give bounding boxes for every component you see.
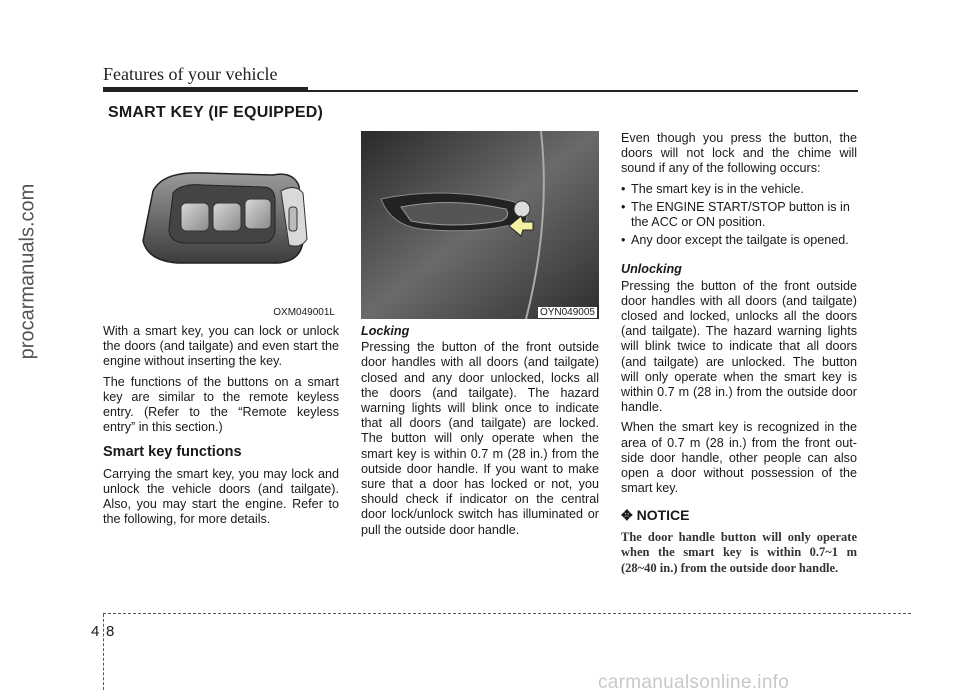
paragraph: When the smart key is recognized in the area of 0.7 m (28 in.) from the front out-side door handle, other people can also open a door without possession of the smart key. [621, 420, 857, 496]
paragraph: Even though you press the button, the doors will not lock and the chime will sound if any of the following occurs: [621, 131, 857, 176]
column-3 [621, 131, 857, 576]
list-item: • The smart key is in the vehicle. [621, 182, 857, 197]
door-handle-illustration [361, 131, 599, 319]
chapter-number: 4 [91, 623, 100, 640]
page-number: 8 [106, 623, 115, 640]
subheading-unlocking: Unlocking [621, 262, 682, 277]
list-item: • The ENGINE START/STOP button is in the ACC or ON position. [621, 200, 857, 230]
subheading-locking: Locking [361, 324, 410, 338]
site-watermark: carmanualsonline.info [598, 672, 790, 693]
image-caption: OXM049001L [273, 307, 335, 318]
header-title: Features of your vehicle [103, 64, 278, 84]
paragraph: With a smart key, you can lock or unlock the doors (and tailgate) and even start the engine without inserting the key. [103, 324, 339, 369]
notice-body: The door handle button will only operate when the smart key is within 0.7~1 m (28~40 in.) from the outside door handle. [621, 529, 857, 575]
column-1 [103, 324, 339, 532]
image-caption: OYN049005 [539, 307, 595, 318]
column-2 [361, 324, 599, 543]
paragraph: The functions of the buttons on a smart key are similar to the remote keyless entry. (Refer to the “Remote keyless entry” in this section.) [103, 374, 339, 435]
subheading-smart-key-functions: Smart key functions [103, 444, 242, 461]
smart-key-illustration [103, 131, 339, 319]
footer-rule [103, 613, 911, 614]
footer-divider [103, 614, 104, 690]
side-watermark: procarmanuals.com [16, 183, 39, 360]
header-rule [103, 90, 858, 92]
section-title: SMART KEY (IF EQUIPPED) [108, 104, 323, 121]
smart-key-image [103, 131, 339, 319]
condition-list [621, 182, 857, 249]
list-item: • Any door except the tailgate is opened. [621, 233, 857, 248]
door-handle-image [361, 131, 599, 319]
notice-title: ✥ NOTICE [621, 507, 690, 524]
paragraph: Carrying the smart key, you may lock and unlock the vehicle doors (and tailgate). Also, you may start the engine. Refer to the following, for more details. [103, 466, 339, 527]
paragraph: Pressing the button of the front outside door handles with all doors (and tailgate) closed and locked, unlocks all the doors (and tailgate). The hazard warning lights will blink twice to indicate that all doors (and tailgate) are unlocked. The button will only operate when the smart key is within 0.7 m (28 in.) from the outside door handle. [621, 278, 857, 415]
paragraph: Pressing the button of the front outside door handles with all doors (and tailgate) closed and any door unlocked, locks all the doors (and tailgate). The hazard warning lights will blink once to indicate that all doors (and tailgate) are locked. The button will only operate when the smart key is within 0.7 m (28 in.) from the outside door handle. If you want to make sure that a door has locked or not, you should check if indicator on the central door lock/unlock switch has illuminated or pull the outside door handle. [361, 340, 599, 537]
